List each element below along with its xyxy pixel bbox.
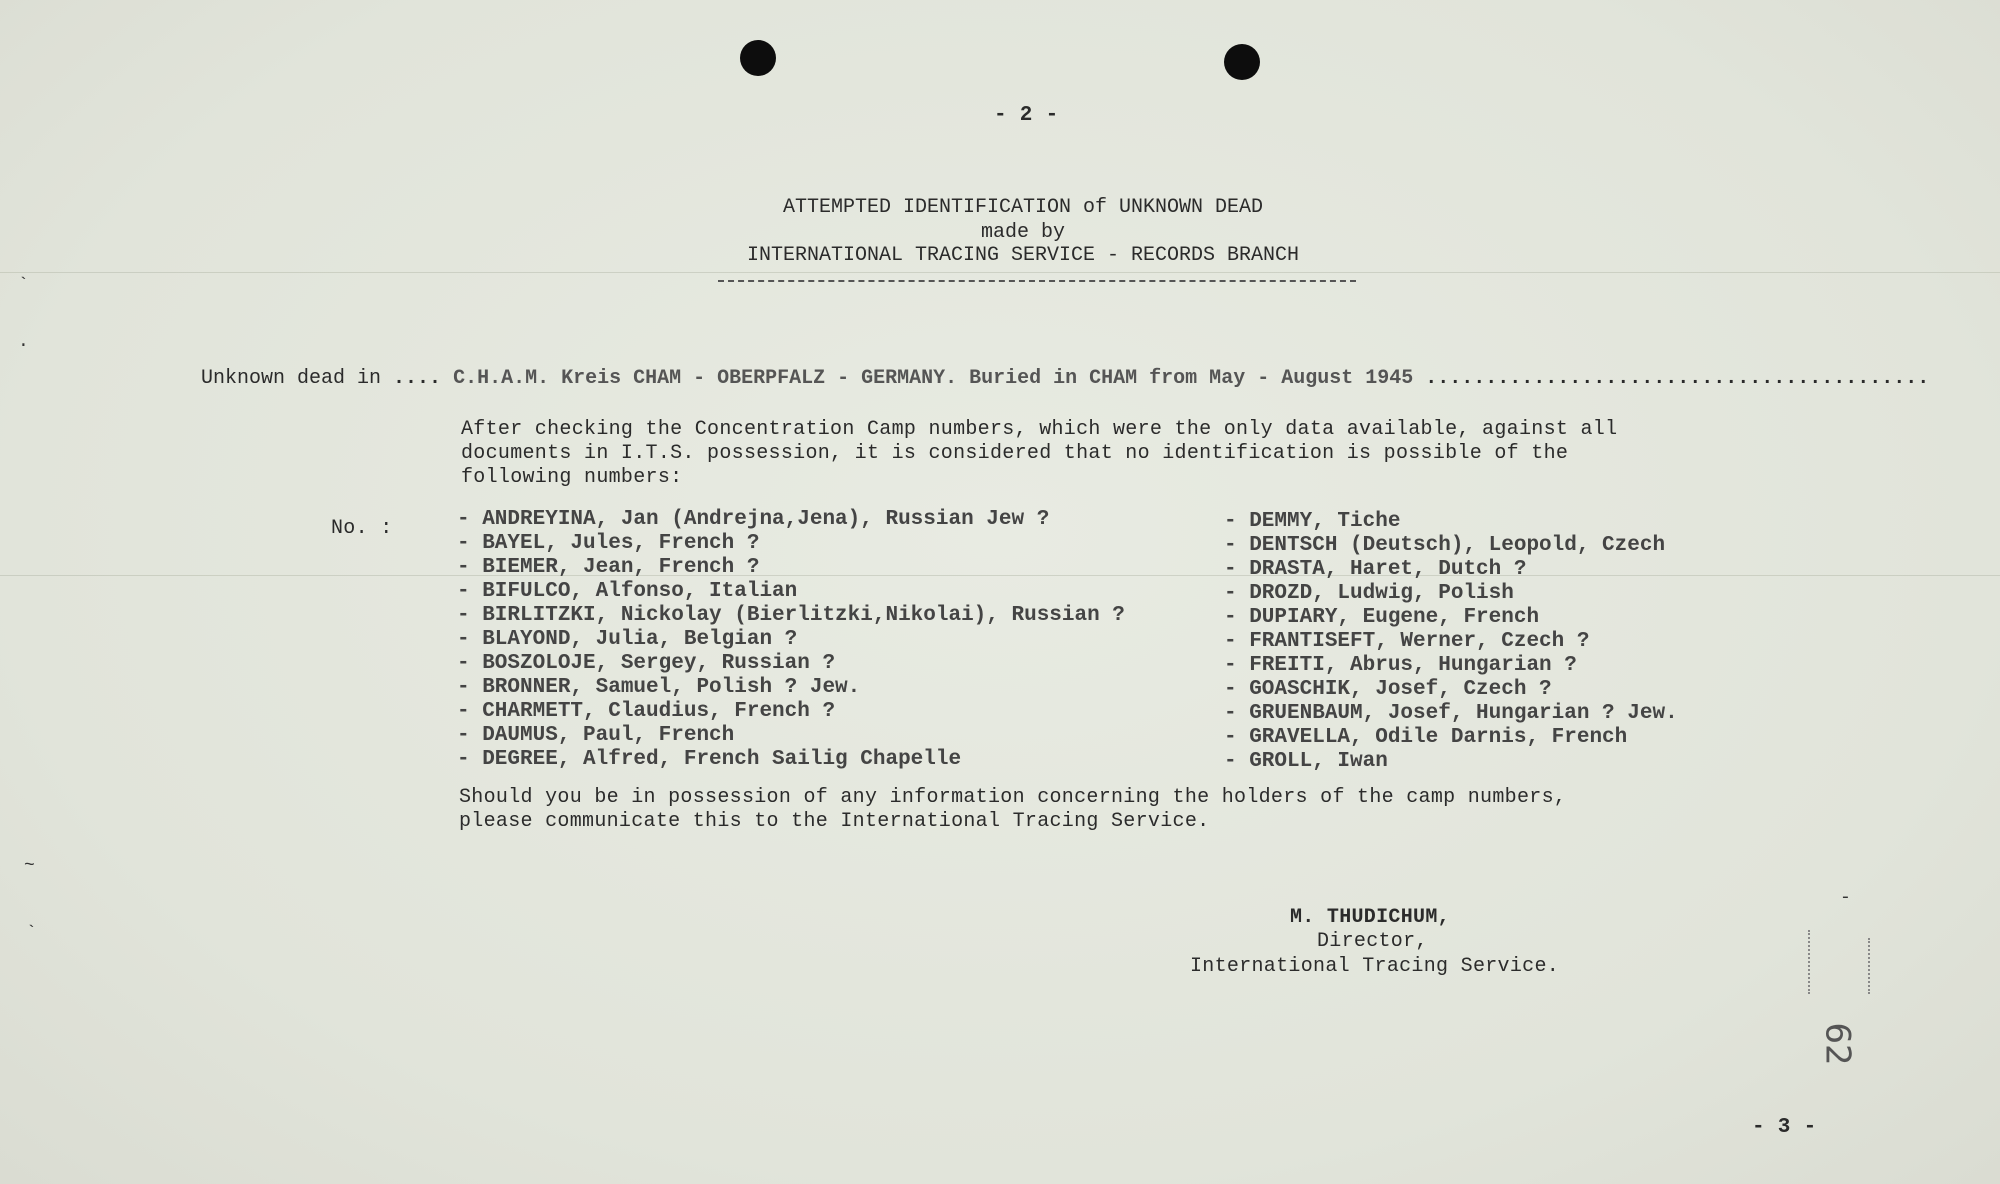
right-entry: - DEMMY, Tiche: [1224, 510, 1401, 533]
left-entry: - BIFULCO, Alfonso, Italian: [457, 580, 798, 603]
closing-line-2: please communicate this to the International Tracing Service.: [459, 810, 1210, 833]
intro-line-2: documents in I.T.S. possession, it is considered that no identification is possible of the: [461, 442, 1569, 465]
location-line: [153, 344, 1943, 413]
page-number-bottom: - 3 -: [1752, 1116, 1817, 1139]
left-entry: - DAUMUS, Paul, French: [457, 724, 735, 747]
left-entry: - BAYEL, Jules, French ?: [457, 532, 760, 555]
fold-line: [0, 272, 2000, 273]
margin-mark: `: [26, 924, 37, 944]
left-entry: - BIRLITZKI, Nickolay (Bierlitzki,Nikolai), Russian ?: [457, 604, 1125, 627]
right-entry: - DRASTA, Haret, Dutch ?: [1224, 558, 1527, 581]
right-entry: - GOASCHIK, Josef, Czech ?: [1224, 678, 1552, 701]
left-entry: - CHARMETT, Claudius, French ?: [457, 700, 836, 723]
location-value: C.H.A.M. Kreis CHAM - OBERPFALZ - GERMANY. Buried in CHAM from May - August 1945: [453, 367, 1414, 390]
punch-hole-left: [740, 40, 776, 76]
left-entry: - BIEMER, Jean, French ?: [457, 556, 760, 579]
signature-title: Director,: [1317, 930, 1428, 953]
right-entry: - GROLL, Iwan: [1224, 750, 1388, 773]
right-entry: - DENTSCH (Deutsch), Leopold, Czech: [1224, 534, 1666, 557]
fold-line: [0, 575, 2000, 576]
location-label: Unknown dead in: [201, 367, 382, 390]
right-entry: - DROZD, Ludwig, Polish: [1224, 582, 1514, 605]
location-trailing-dots: ..........................................: [1413, 367, 1930, 390]
margin-mark: ~: [24, 856, 35, 876]
margin-mark: `: [18, 276, 29, 296]
heading-line-3: INTERNATIONAL TRACING SERVICE - RECORDS BRANCH: [746, 244, 1300, 267]
margin-mark: ·: [18, 336, 29, 356]
left-entry: - ANDREYINA, Jan (Andrejna,Jena), Russian Jew ?: [457, 508, 1050, 531]
signature-org: International Tracing Service.: [1190, 955, 1560, 978]
intro-line-3: following numbers:: [461, 466, 683, 489]
heading-line-1: ATTEMPTED IDENTIFICATION of UNKNOWN DEAD: [782, 196, 1264, 219]
right-entry: - DUPIARY, Eugene, French: [1224, 606, 1540, 629]
punch-hole-right: [1224, 44, 1260, 80]
left-entry: - BOSZOLOJE, Sergey, Russian ?: [457, 652, 836, 675]
heading-line-2: made by: [980, 221, 1065, 244]
left-entry: - BLAYOND, Julia, Belgian ?: [457, 628, 798, 651]
right-entry: - FREITI, Abrus, Hungarian ?: [1224, 654, 1577, 677]
no-label: No. :: [331, 517, 393, 540]
margin-dots: [1808, 930, 1814, 994]
right-entry: - GRUENBAUM, Josef, Hungarian ? Jew.: [1224, 702, 1678, 725]
intro-line-1: After checking the Concentration Camp numbers, which were the only data available, against all: [461, 418, 1618, 441]
page-number-top: - 2 -: [994, 104, 1059, 127]
left-entry: - BRONNER, Samuel, Polish ? Jew.: [457, 676, 861, 699]
heading-divider: [718, 280, 1356, 282]
right-entry: - GRAVELLA, Odile Darnis, French: [1224, 726, 1628, 749]
archive-stamp-number: 62: [1817, 1022, 1858, 1066]
right-entry: - FRANTISEFT, Werner, Czech ?: [1224, 630, 1590, 653]
closing-line-1: Should you be in possession of any information concerning the holders of the camp numbers,: [459, 786, 1567, 809]
margin-mark: -: [1840, 888, 1851, 908]
left-entry: - DEGREE, Alfred, French Sailig Chapelle: [457, 748, 962, 771]
signature-name: M. THUDICHUM,: [1290, 906, 1450, 929]
location-leader: ....: [381, 367, 454, 390]
margin-dots: [1868, 938, 1874, 994]
